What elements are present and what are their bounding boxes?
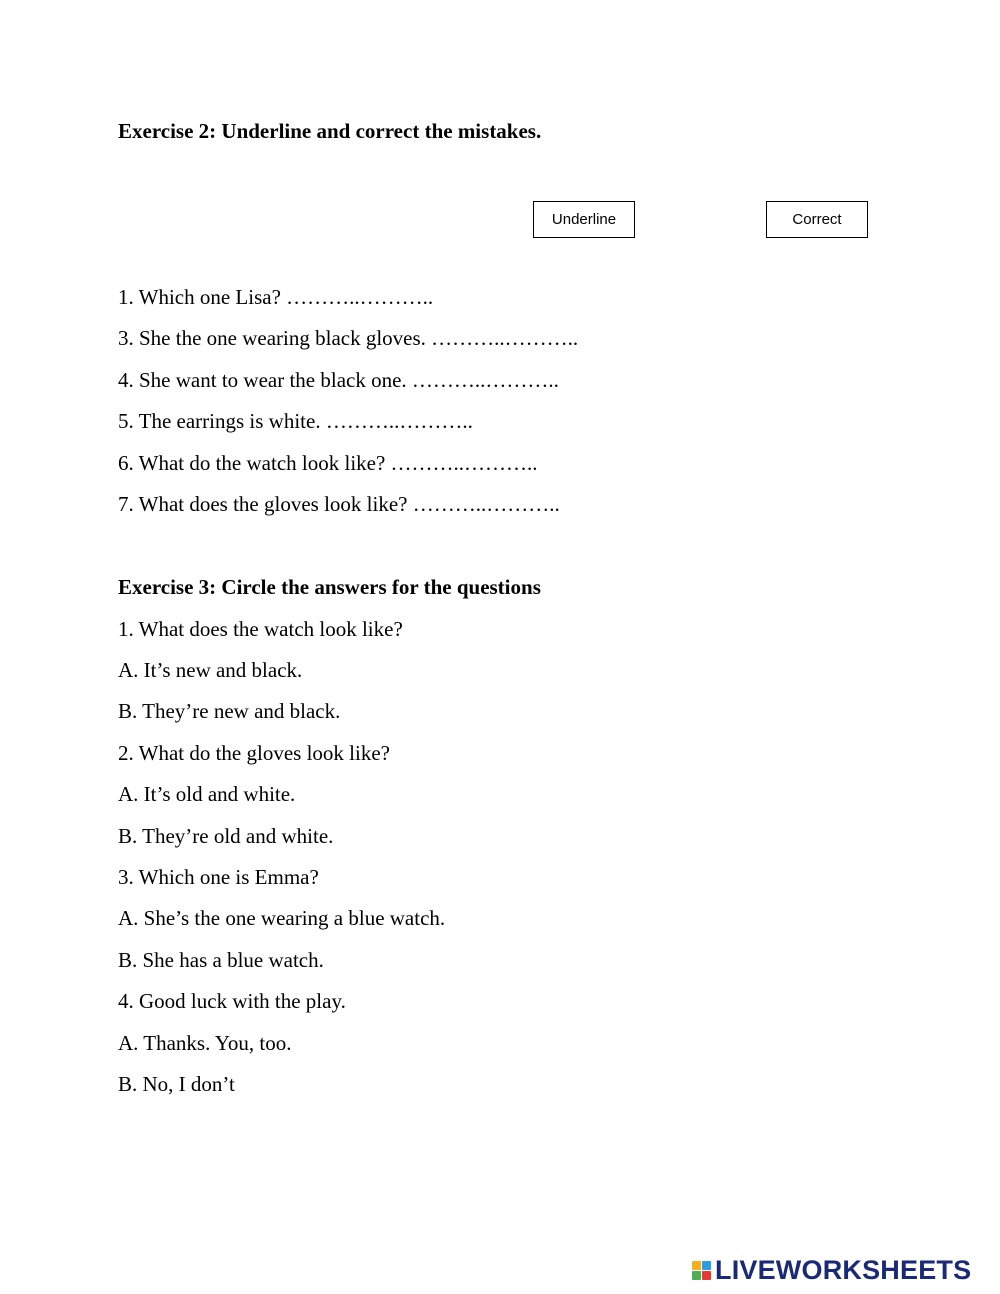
question-1-option-a[interactable]: A. It’s new and black.	[118, 658, 303, 682]
question-4: 4. Good luck with the play.	[118, 989, 346, 1013]
exercise-2-item-6: 6. What do the watch look like? ………..………..	[118, 451, 538, 475]
question-2-option-a[interactable]: A. It’s old and white.	[118, 782, 296, 806]
liveworksheets-logo	[692, 1256, 971, 1284]
question-3-option-b[interactable]: B. She has a blue watch.	[118, 948, 324, 972]
underline-button[interactable]: Underline	[533, 201, 635, 238]
exercise-2-item-4: 4. She want to wear the black one. ………..………..	[118, 368, 559, 392]
correct-button[interactable]: Correct	[766, 201, 868, 238]
question-3: 3. Which one is Emma?	[118, 865, 319, 889]
exercise-2-item-1: 1. Which one Lisa? ………..………..	[118, 285, 434, 309]
exercise-2-item-3: 3. She the one wearing black gloves. ………..………..	[118, 326, 579, 350]
question-2-option-b[interactable]: B. They’re old and white.	[118, 824, 334, 848]
exercise-2-item-5: 5. The earrings is white. ………..………..	[118, 409, 473, 433]
logo-mark-square-1	[692, 1261, 701, 1270]
question-2: 2. What do the gloves look like?	[118, 741, 390, 765]
question-1: 1. What does the watch look like?	[118, 617, 403, 641]
exercise-2-item-7: 7. What does the gloves look like? ………..………..	[118, 492, 560, 516]
logo-mark-square-3	[692, 1271, 701, 1280]
exercise-2-heading: Exercise 2: Underline and correct the mistakes.	[118, 119, 542, 143]
question-4-option-a[interactable]: A. Thanks. You, too.	[118, 1031, 292, 1055]
question-3-option-a[interactable]: A. She’s the one wearing a blue watch.	[118, 906, 446, 930]
liveworksheets-logo-text: LIVEWORKSHEETS	[715, 1254, 972, 1285]
logo-mark-square-4	[702, 1271, 711, 1280]
logo-mark-square-2	[702, 1261, 711, 1270]
liveworksheets-logo-mark-icon	[692, 1261, 711, 1280]
question-1-option-b[interactable]: B. They’re new and black.	[118, 699, 341, 723]
question-4-option-b[interactable]: B. No, I don’t	[118, 1072, 235, 1096]
exercise-3-heading: Exercise 3: Circle the answers for the questions	[118, 575, 541, 599]
